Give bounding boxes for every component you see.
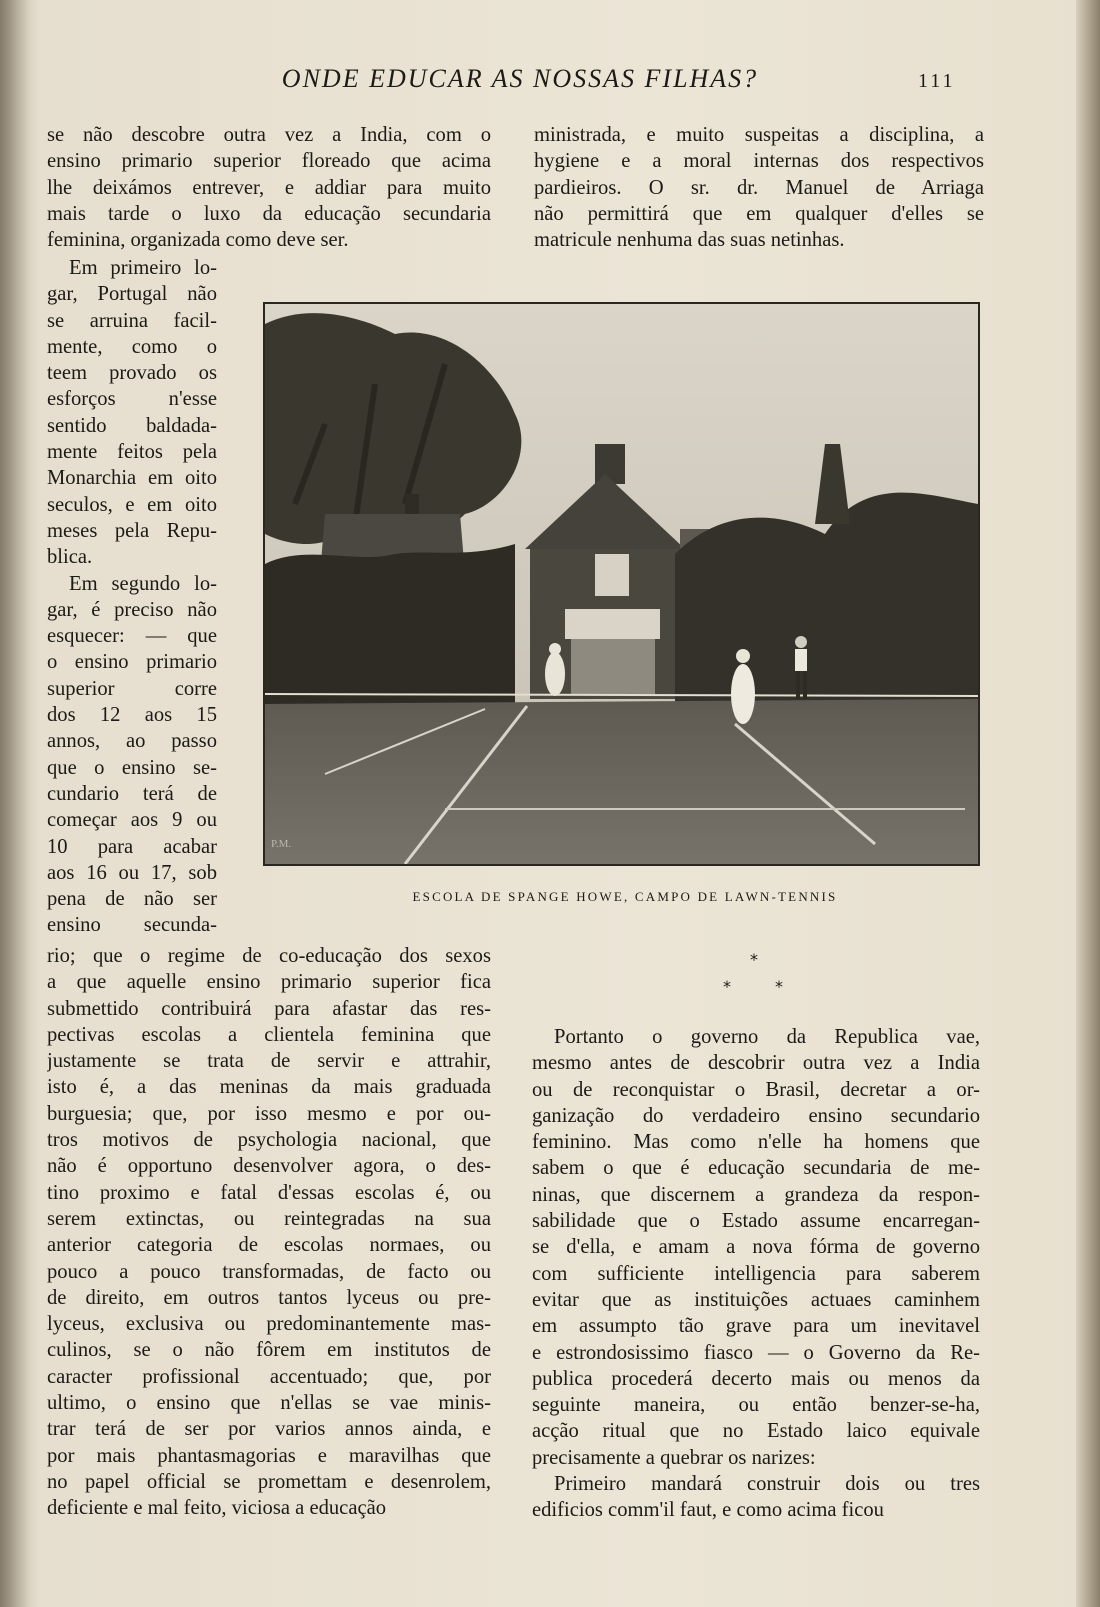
text-line: esquecer: — que	[47, 625, 217, 648]
text-line: burguesia; que, por isso mesmo e por ou-	[47, 1102, 491, 1125]
text-line: que o ensino se-	[47, 756, 217, 779]
text-line: feminina, organizada como deve ser.	[47, 229, 349, 252]
left-column-bottom	[47, 943, 491, 1522]
text-line: tros motivos de psychologia nacional, que	[47, 1129, 491, 1152]
separator-star: *	[775, 977, 783, 996]
text-line: culinos, se o não fôrem em institutos de	[47, 1339, 491, 1362]
text-line: tino proximo e fatal d'essas escolas é, ou	[47, 1181, 491, 1204]
separator-star: *	[750, 950, 758, 969]
text-line: hygiene e a moral internas dos respectivos	[534, 150, 984, 173]
text-line: pena de não ser	[47, 888, 217, 911]
text-line: gar, é preciso não	[47, 598, 217, 621]
text-line: lyceus, exclusiva ou predominantemente mas-	[47, 1313, 491, 1336]
text-line: ou de reconquistar o Brasil, decretar a or-	[532, 1078, 980, 1101]
text-line: seguinte maneira, ou então benzer-se-ha,	[532, 1394, 980, 1417]
text-line: no papel official se promettam e desenrolem,	[47, 1470, 491, 1493]
text-line: Portanto o governo da Republica vae,	[554, 1026, 980, 1048]
text-line: pouco a pouco transformadas, de facto ou	[47, 1260, 491, 1283]
text-line: annos, ao passo	[47, 730, 217, 753]
text-line: gar, Portugal não	[47, 283, 217, 306]
text-line: dos 12 aos 15	[47, 704, 217, 727]
text-line: em assumpto tão grave para um inevitavel	[532, 1315, 980, 1338]
text-line: começar aos 9 ou	[47, 809, 217, 832]
text-line: não é opportuno desenvolver agora, o des-	[47, 1155, 491, 1178]
text-line: o ensino primario	[47, 651, 217, 674]
left-column-narrow	[47, 255, 217, 939]
photo-caption: ESCOLA DE SPANGE HOWE, CAMPO DE LAWN-TENNIS	[412, 889, 838, 904]
text-line: blica.	[47, 546, 93, 569]
text-line: superior corre	[47, 677, 217, 700]
text-line: deficiente e mal feito, viciosa a educação	[47, 1497, 387, 1520]
text-line: com sufficiente intelligencia para saberem	[532, 1262, 980, 1285]
text-line: mente, como o	[47, 335, 217, 358]
text-line: teem provado os	[47, 362, 217, 385]
text-line: acção ritual que no Estado laico equivale	[532, 1420, 980, 1443]
text-line: mais tarde o luxo da educação secundaria	[47, 202, 491, 225]
text-line: aos 16 ou 17, sob	[47, 861, 217, 884]
text-line: isto é, a das meninas da mais graduada	[47, 1076, 491, 1099]
text-line: mente feitos pela	[47, 441, 217, 464]
text-line: sabilidade que o Estado assume encarregan-	[532, 1210, 980, 1233]
page-edge	[1076, 0, 1100, 1607]
text-line: anterior categoria de escolas normaes, ou	[47, 1234, 491, 1257]
text-line: mesmo antes de descobrir outra vez a India	[532, 1052, 980, 1075]
separator-star: *	[723, 977, 731, 996]
right-column-top	[534, 122, 984, 253]
text-line: não permittirá que em qualquer d'elles se	[534, 202, 984, 225]
text-line: trar terá de ser por varios annos ainda, e	[47, 1418, 491, 1441]
text-line: se não descobre outra vez a India, com o	[47, 124, 491, 146]
text-line: a que aquelle ensino primario superior fica	[47, 971, 491, 994]
text-line: evitar que as instituições actuaes caminhem	[532, 1288, 980, 1311]
text-line: Em segundo lo-	[69, 572, 217, 595]
photo-signature: P.M.	[271, 838, 292, 850]
text-line: ultimo, o ensino que n'ellas se vae minis-	[47, 1392, 491, 1415]
text-line: ministrada, e muito suspeitas a disciplina, a	[534, 124, 984, 146]
text-line: ensino primario superior floreado que acima	[47, 150, 491, 173]
text-line: se d'ella, e amam a nova fórma de governo	[532, 1236, 980, 1259]
text-line: 10 para acabar	[47, 835, 217, 858]
text-line: submettido contribuirá para afastar das res-	[47, 997, 491, 1020]
photograph-illustration	[265, 304, 978, 864]
photograph-tennis-court	[263, 302, 980, 866]
text-line: por mais phantasmagorias e maravilhas que	[47, 1444, 491, 1467]
text-line: meses pela Repu-	[47, 519, 217, 542]
text-line: Em primeiro lo-	[69, 257, 217, 279]
text-line: se arruina facil-	[47, 309, 217, 332]
text-line: serem extinctas, ou reintegradas na sua	[47, 1207, 491, 1230]
text-line: cundario terá de	[47, 782, 217, 805]
text-line: sabem o que é educação secundaria de me-	[532, 1157, 980, 1180]
text-line: e estrondosissimo fiasco — o Governo da Re-	[532, 1341, 980, 1364]
left-column-top	[47, 122, 491, 253]
text-line: Monarchia em oito	[47, 467, 217, 490]
text-line: lhe deixámos entrever, e addiar para muito	[47, 176, 491, 199]
text-line: precisamente a quebrar os narizes:	[532, 1446, 816, 1469]
text-line: justamente se trata de servir e attrahir,	[47, 1050, 491, 1073]
text-line: pardieiros. O sr. dr. Manuel de Arriaga	[534, 176, 984, 199]
text-line: seculos, e em oito	[47, 493, 217, 516]
text-line: matricule nenhuma das suas netinhas.	[534, 229, 845, 252]
text-line: edificios comm'il faut, e como acima ficou	[532, 1499, 884, 1522]
running-head-title: ONDE EDUCAR AS NOSSAS FILHAS?	[281, 64, 759, 93]
text-line: sentido baldada-	[47, 414, 217, 437]
right-column-bottom	[532, 1024, 980, 1524]
text-line: pectivas escolas a clientela feminina que	[47, 1023, 491, 1046]
text-line: caracter profissional accentuado; que, por	[47, 1365, 491, 1388]
page-number: 111	[918, 70, 956, 92]
text-line: publica procederá decerto mais ou menos da	[532, 1367, 980, 1390]
text-line: ganização do verdadeiro ensino secundario	[532, 1104, 980, 1127]
text-line: ensino secunda-	[47, 914, 217, 937]
text-line: feminino. Mas como n'elle ha homens que	[532, 1131, 980, 1154]
text-line: ninas, que discernem a grandeza da respon-	[532, 1183, 980, 1206]
text-line: rio; que o regime de co-educação dos sexos	[47, 945, 491, 967]
gutter-shadow	[0, 0, 30, 1607]
text-line: de direito, em outros tantos lyceus ou pre-	[47, 1286, 491, 1309]
text-line: esforços n'esse	[47, 388, 217, 411]
text-line: Primeiro mandará construir dois ou tres	[554, 1473, 980, 1496]
